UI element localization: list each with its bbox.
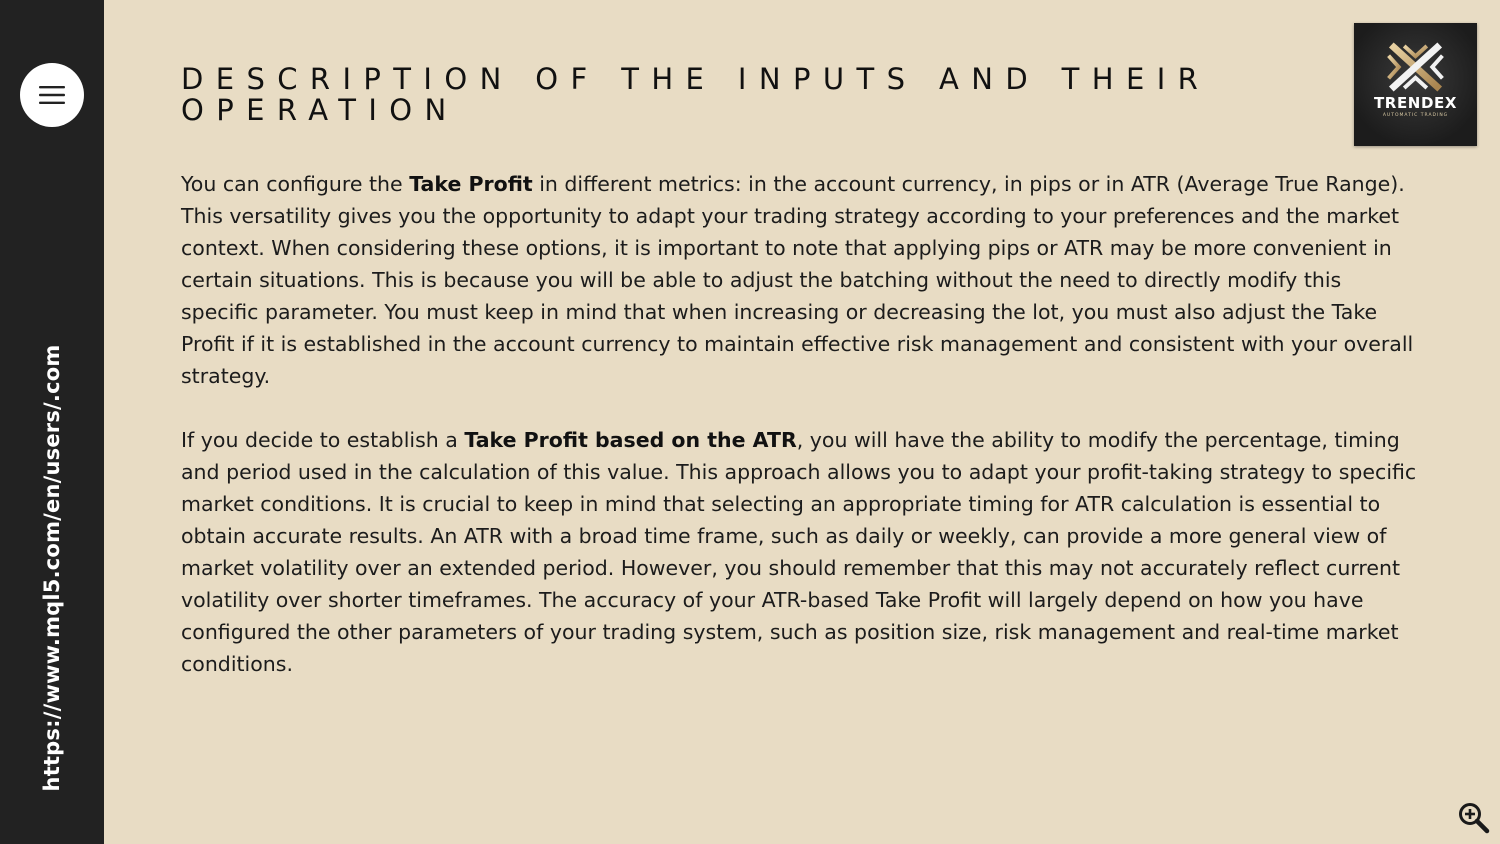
profile-url-link[interactable]: https://www.mql5.com/en/users/.com (40, 344, 64, 792)
bold-term: Take Profit based on the ATR (464, 428, 797, 452)
paragraph-text: You can configure the (181, 172, 410, 196)
trendex-logo-icon (1384, 41, 1447, 93)
logo-tagline: AUTOMATIC TRADING (1382, 113, 1449, 118)
hamburger-menu-icon (39, 85, 65, 105)
paragraph-text: in different metrics: in the account currency, in pips or in ATR (Average True Range). This versatility gives you the opportunity to adapt your trading strategy according to your preferences and the market context. When considering these options, it is important to note that applying pips or ATR may be more convenient in certain situations. This is because you will be able to adjust the batching without the need to directly modify this specific parameter. You must keep in mind that when increasing or decreasing the lot, you must also adjust the Take Profit if it is established in the account currency to maintain effective risk management and consistent with your overall strategy. (181, 172, 1414, 388)
brand-logo (1354, 23, 1477, 146)
paragraph-text: , you will have the ability to modify the percentage, timing and period used in the calculation of this value. This approach allows you to adapt your profit-taking strategy to specific market conditions. It is crucial to keep in mind that selecting an appropriate timing for ATR calculation is essential to obtain accurate results. An ATR with a broad time frame, such as daily or weekly, can provide a more general view of market volatility over an extended period. However, you should remember that this may not accurately reflect current volatility over shorter timeframes. The accuracy of your ATR-based Take Profit will largely depend on how you have configured the other parameters of your trading system, such as position size, risk management and real-time market conditions. (181, 428, 1417, 676)
zoom-in-icon (1457, 801, 1491, 835)
zoom-button[interactable] (1457, 801, 1491, 835)
paragraph-take-profit-metrics (181, 168, 1421, 392)
description-body (181, 168, 1421, 680)
paragraph-take-profit-atr (181, 424, 1421, 680)
logo-brand-name: TRENDEX (1373, 94, 1458, 112)
paragraph-text: If you decide to establish a (181, 428, 465, 452)
bold-term: Take Profit (409, 172, 533, 196)
sidebar (0, 0, 104, 844)
menu-button[interactable] (20, 63, 84, 127)
page-title: DESCRIPTION OF THE INPUTS AND THEIR OPERATION (181, 62, 1211, 127)
